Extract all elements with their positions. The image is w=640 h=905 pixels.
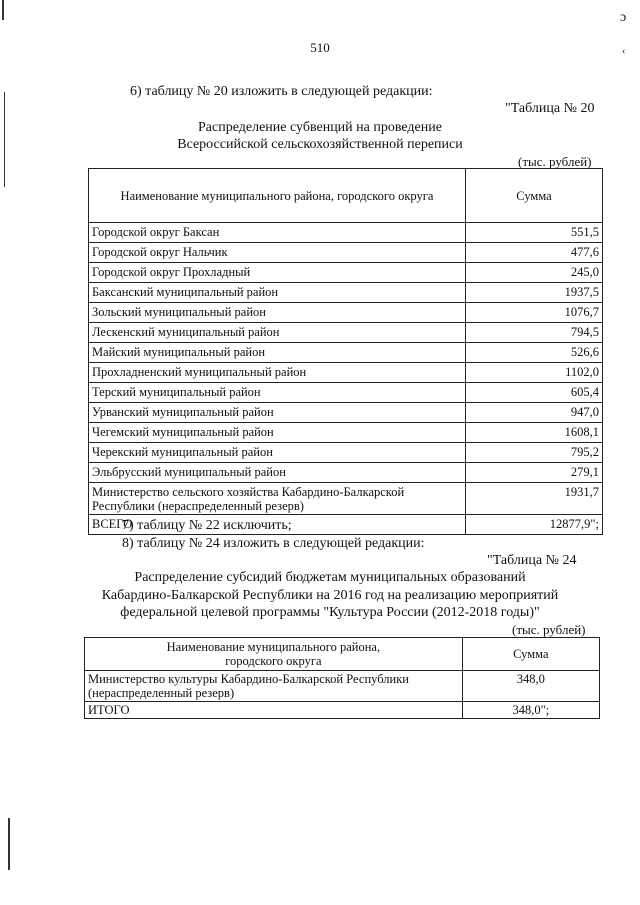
table-total-row	[85, 702, 600, 719]
total-sum-cell: 348,0";	[462, 702, 599, 719]
row-sum-cell: 794,5	[466, 323, 603, 343]
row-sum-cell: 1608,1	[466, 423, 603, 443]
row-name-cell: Терский муниципальный район	[89, 383, 466, 403]
table-row-ministry	[89, 483, 603, 515]
page-number: 510	[310, 40, 330, 55]
corner-mark-icon: ‹	[622, 46, 626, 57]
table-row	[89, 303, 603, 323]
table-20-label: "Таблица № 20	[505, 101, 595, 116]
table-24-title-line-2: Кабардино-Балкарской Республики на 2016 год на реализацию мероприятий	[101, 588, 559, 603]
row-name-cell: Эльбрусский муниципальный район	[89, 463, 466, 483]
table-24-units: (тыс. рублей)	[512, 622, 586, 637]
row-name-cell: Чегемский муниципальный район	[89, 423, 466, 443]
table-24-title-line-1: Распределение субсидий бюджетам муниципальных образований	[134, 570, 526, 585]
row-name-cell	[85, 671, 463, 702]
header-sum-cell: Сумма	[462, 638, 599, 671]
table-20	[88, 168, 603, 535]
corner-mark-icon: ɔ	[620, 10, 627, 25]
row-sum-cell: 526,6	[466, 343, 603, 363]
header-sum-cell: Сумма	[466, 169, 603, 223]
table-24-label: "Таблица № 24	[487, 553, 577, 568]
total-label-cell: ВСЕГО	[89, 515, 466, 535]
row-name-line-2: (нераспределенный резерв)	[88, 686, 235, 700]
row-name-cell: Зольский муниципальный район	[89, 303, 466, 323]
row-sum-cell: 605,4	[466, 383, 603, 403]
row-name-cell: Урванский муниципальный район	[89, 403, 466, 423]
table-row	[89, 223, 603, 243]
row-name-cell: Городской округ Баксан	[89, 223, 466, 243]
ministry-name-line-1: Министерство сельского хозяйства Кабардино-Балкарской	[92, 485, 405, 499]
row-name-cell: Лескенский муниципальный район	[89, 323, 466, 343]
header-name-cell: Наименование муниципального района, городского округа	[89, 169, 466, 223]
table-24-title-line-3: федеральной целевой программы "Культура России (2012-2018 годы)"	[120, 605, 540, 620]
table-20-title-line-1: Распределение субвенций на проведение	[198, 120, 442, 135]
row-name-line-1: Министерство культуры Кабардино-Балкарской Республики	[88, 672, 409, 686]
row-name-cell: Прохладненский муниципальный район	[89, 363, 466, 383]
row-name-cell: Баксанский муниципальный район	[89, 283, 466, 303]
total-sum-cell: 12877,9";	[466, 515, 603, 535]
row-name-cell: Городской округ Нальчик	[89, 243, 466, 263]
table-row	[89, 463, 603, 483]
table-row	[89, 403, 603, 423]
total-label-cell: ИТОГО	[85, 702, 463, 719]
item-6-text: 6) таблицу № 20 изложить в следующей редакции:	[130, 84, 433, 99]
table-row	[89, 383, 603, 403]
item-7-text: 7) таблицу № 22 исключить;	[122, 518, 292, 533]
row-sum-cell: 1076,7	[466, 303, 603, 323]
row-name-cell: Черекский муниципальный район	[89, 443, 466, 463]
row-sum-cell: 1102,0	[466, 363, 603, 383]
header-name-line-2: городского округа	[225, 654, 322, 668]
row-sum-cell: 245,0	[466, 263, 603, 283]
table-header-row	[85, 638, 600, 671]
row-sum-cell: 947,0	[466, 403, 603, 423]
row-sum-cell: 279,1	[466, 463, 603, 483]
header-name-cell	[85, 638, 463, 671]
row-sum-cell: 795,2	[466, 443, 603, 463]
table-row	[89, 423, 603, 443]
table-20-units: (тыс. рублей)	[518, 154, 592, 169]
table-row	[85, 671, 600, 702]
ministry-name-cell	[89, 483, 466, 515]
item-8-text: 8) таблицу № 24 изложить в следующей редакции:	[122, 536, 425, 551]
table-row	[89, 443, 603, 463]
left-margin-mark	[8, 818, 10, 870]
table-header-row	[89, 169, 603, 223]
table-row	[89, 323, 603, 343]
ministry-sum-cell: 1931,7	[466, 483, 603, 515]
table-20-title-line-2: Всероссийской сельскохозяйственной переписи	[177, 137, 463, 152]
table-row	[89, 343, 603, 363]
ministry-name-line-2: Республики (нераспределенный резерв)	[92, 499, 304, 513]
table-row	[89, 283, 603, 303]
table-row	[89, 263, 603, 283]
header-name-line-1: Наименование муниципального района,	[166, 640, 381, 654]
row-sum-cell: 348,0	[462, 671, 599, 702]
table-row	[89, 363, 603, 383]
row-sum-cell: 477,6	[466, 243, 603, 263]
left-margin-mark	[2, 0, 4, 20]
table-row	[89, 243, 603, 263]
row-name-cell: Городской округ Прохладный	[89, 263, 466, 283]
row-name-cell: Майский муниципальный район	[89, 343, 466, 363]
row-sum-cell: 1937,5	[466, 283, 603, 303]
row-sum-cell: 551,5	[466, 223, 603, 243]
table-24	[84, 637, 600, 719]
